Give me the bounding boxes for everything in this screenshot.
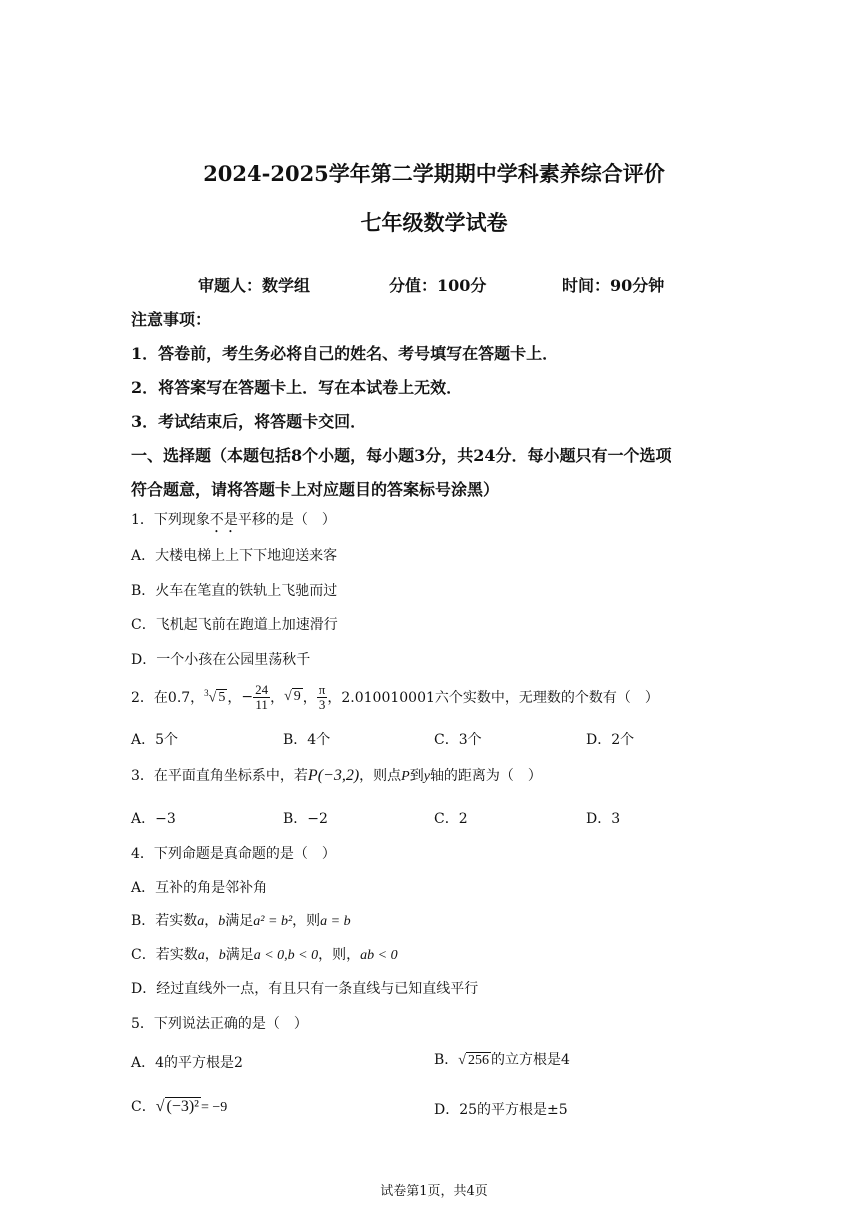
notice-heading: 注意事项： [131,310,212,329]
q2-sep-2: ， [270,690,285,706]
exam-subtitle: 七年级数学试卷 [360,210,508,235]
q1-option-c: C．飞机起飞前在跑道上加速滑行 [131,617,338,633]
q2-sqrt9: √ 9 [284,689,301,704]
q4c-b: b [218,948,226,963]
q2-sep-1: ， [227,690,242,706]
q2-suffix: ，2.010010001六个实数中，无理数的个数有（ ） [327,690,659,706]
q3-y: y [423,769,430,784]
q4c-result: ab < 0 [360,948,398,963]
q4b-a: a [197,914,205,929]
q5b-label: B． [434,1052,459,1068]
q4-option-d: D．经过直线外一点，有且只有一条直线与已知直线平行 [131,981,479,997]
q3-prefix: 3．在平面直角坐标系中，若 [131,768,308,784]
exam-title: 2024-2025学年第二学期期中学科素养综合评价 [203,161,665,186]
section-heading-line2: 符合题意，请将答题卡上对应题目的答案标号涂黑） [131,480,500,499]
q3-point: P(−3,2) [307,767,360,784]
q2-frac1-den: 11 [255,696,268,712]
q1-option-d: D．一个小孩在公园里荡秋千 [131,652,311,668]
q5b-radicand: 256 [467,1053,489,1068]
notice-item-2: 2．将答案写在答题卡上．写在本试卷上无效． [131,378,463,397]
page-footer: 试卷第1页，共4页 [380,1184,488,1199]
q5-option-b [434,1049,570,1069]
q4c-a: a [197,948,205,963]
q3-to: 到 [409,768,424,784]
q4-option-c [131,944,398,964]
reviewer-info: 审题人：数学组 [198,276,311,295]
q4b-comma: ， [204,913,219,929]
q5c-sqrt: √ (−3)² [155,1098,199,1115]
question-2 [131,679,659,715]
section-heading-line1: 一、选择题（本题包括8个小题，每小题3分，共24分．每小题只有一个选项 [131,446,672,465]
question-1 [131,509,336,536]
q2-prefix: 2．在0.7， [131,690,205,706]
q3-suffix: 轴的距离为（ ） [429,768,542,784]
q3-mid: ，则点 [359,768,402,784]
notice-item-1: 1．答卷前，考生务必将自己的姓名、考号填写在答题卡上． [131,344,559,363]
score-info: 分值：100分 [389,276,487,295]
q2-option-d: D．2个 [586,732,635,748]
q4-option-a: A．互补的角是邻补角 [131,880,268,896]
q2-option-b: B．4个 [283,732,331,748]
q3-p: P [401,769,410,784]
q3-option-a: A．−3 [131,811,176,827]
q5b-sqrt: √ 256 [458,1053,489,1068]
q5b-suffix: 的立方根是4 [490,1052,570,1068]
q3-option-b: B．−2 [283,811,328,827]
q1-option-a: A．大楼电梯上上下下地迎送来客 [131,548,338,564]
q4b-prefix: B．若实数 [131,913,198,929]
q4c-then: ，则， [318,947,361,963]
question-3 [131,765,542,785]
q2-frac1-num: 24 [255,681,269,697]
q4b-equation: a² = b² [253,914,293,929]
q2-frac2-num: π [318,681,326,697]
question-5: 5．下列说法正确的是（ ） [131,1016,308,1032]
q1-prefix: 1．下列现象 [131,512,210,528]
q5c-suffix: = −9 [200,1100,228,1115]
q2-option-a: A．5个 [131,732,179,748]
q5c-label: C． [131,1099,156,1115]
q4b-b: b [218,914,226,929]
q4b-mid: 满足 [225,913,254,929]
q4b-result: a = b [320,914,351,929]
q5-option-d: D．25的平方根是±5 [434,1102,568,1118]
q5-option-a: A．4的平方根是2 [131,1055,243,1071]
q1-suffix: 平移的是（ ） [237,512,336,528]
q2-neg-sign: − [241,689,254,705]
q2-cube-root: $^3$√ 5 [204,687,226,706]
q1-option-b: B．火车在笔直的铁轨上飞驰而过 [131,583,338,599]
q1-emphasis: 不是 [209,512,238,528]
q2-fraction-pi-3 [317,683,328,711]
q4c-comma: ， [204,947,219,963]
q2-sqrt9-radicand: 9 [293,689,301,704]
time-info: 时间：90分钟 [562,276,665,295]
q4c-prefix: C．若实数 [131,947,198,963]
q3-option-d: D．3 [586,811,621,827]
q2-sep-3: ， [302,690,317,706]
q4-option-b [131,910,351,930]
notice-item-3: 3．考试结束后，将答题卡交回． [131,412,367,431]
q4c-condition: a < 0,b < 0 [253,948,319,963]
q4c-mid: 满足 [225,947,254,963]
q2-root-index: 3 [204,687,209,698]
q2-frac2-den: 3 [318,696,326,712]
q2-option-c: C．3个 [434,732,482,748]
q4b-then: ，则 [292,913,321,929]
q5c-radicand: (−3)² [166,1098,199,1115]
q2-root-radicand: 5 [218,690,226,706]
q5-option-c [131,1096,227,1116]
question-4: 4．下列命题是真命题的是（ ） [131,846,336,862]
q3-option-c: C．2 [434,811,468,827]
q2-fraction-24-11 [253,683,270,711]
